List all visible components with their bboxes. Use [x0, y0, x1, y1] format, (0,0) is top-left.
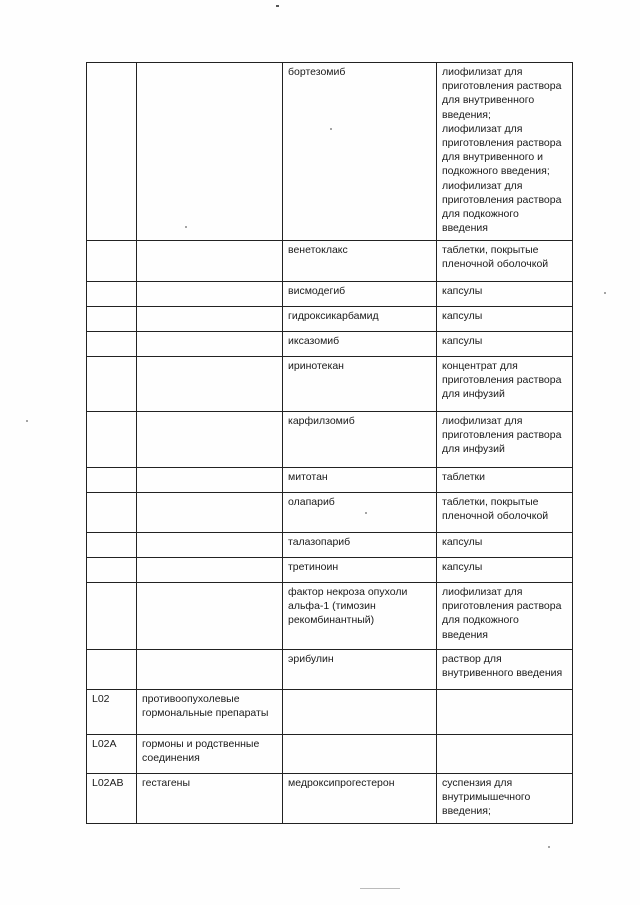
dosage-form-text: капсулы	[442, 536, 483, 548]
drug-name-cell	[283, 282, 437, 307]
drug-name-cell	[283, 63, 437, 241]
table-row	[87, 63, 573, 241]
scan-speck	[365, 512, 367, 514]
drug-name-cell	[283, 468, 437, 493]
drug-name-cell	[283, 774, 437, 824]
atc-group-cell	[137, 332, 283, 357]
scan-noise	[360, 888, 400, 889]
dosage-form-text: суспензия для внутримышечного введения;	[442, 777, 531, 818]
atc-group-cell	[137, 583, 283, 650]
dosage-form-text: капсулы	[442, 561, 483, 573]
drug-name-text: венетоклакс	[288, 244, 348, 256]
table-row	[87, 468, 573, 493]
atc-group-cell	[137, 241, 283, 282]
dosage-form-text: таблетки	[442, 471, 485, 483]
drug-name-cell	[283, 357, 437, 412]
dosage-form-text: капсулы	[442, 335, 483, 347]
dosage-form-cell	[437, 583, 573, 650]
atc-code-cell	[87, 307, 137, 332]
dosage-form-text: концентрат для приготовления раствора для инфузий	[442, 360, 562, 401]
dosage-form-text: лиофилизат для приготовления раствора для инфузий	[442, 415, 562, 456]
atc-code-cell	[87, 412, 137, 468]
drug-name-cell	[283, 412, 437, 468]
dosage-form-cell	[437, 735, 573, 774]
atc-code-cell	[87, 735, 137, 774]
dosage-form-cell	[437, 690, 573, 735]
atc-code-cell	[87, 332, 137, 357]
drug-name-text: иринотекан	[288, 360, 344, 372]
drug-name-cell	[283, 735, 437, 774]
drug-name-cell	[283, 558, 437, 583]
dosage-form-cell	[437, 650, 573, 690]
drug-list-table	[86, 62, 573, 824]
atc-code-cell	[87, 583, 137, 650]
dosage-form-cell	[437, 493, 573, 533]
table-row	[87, 493, 573, 533]
atc-code-text: L02	[92, 693, 110, 705]
table-row	[87, 650, 573, 690]
dosage-form-text: капсулы	[442, 310, 483, 322]
atc-group-cell	[137, 690, 283, 735]
drug-name-text: иксазомиб	[288, 335, 340, 347]
atc-group-cell	[137, 533, 283, 558]
atc-group-cell	[137, 412, 283, 468]
drug-name-cell	[283, 533, 437, 558]
atc-code-cell	[87, 533, 137, 558]
atc-code-cell	[87, 774, 137, 824]
dosage-form-text: капсулы	[442, 285, 483, 297]
table-row	[87, 307, 573, 332]
dosage-form-cell	[437, 558, 573, 583]
table-row	[87, 332, 573, 357]
drug-name-cell	[283, 241, 437, 282]
atc-group-cell	[137, 493, 283, 533]
dosage-form-text: раствор для внутривенного введения	[442, 653, 563, 680]
atc-group-cell	[137, 558, 283, 583]
table-row	[87, 282, 573, 307]
dosage-form-text: таблетки, покрытые пленочной оболочкой	[442, 496, 549, 523]
atc-code-cell	[87, 493, 137, 533]
atc-group-text: гормоны и родственные соединения	[142, 738, 260, 765]
dosage-form-cell	[437, 412, 573, 468]
dosage-form-cell	[437, 774, 573, 824]
atc-group-cell	[137, 468, 283, 493]
drug-name-cell	[283, 583, 437, 650]
atc-group-cell	[137, 357, 283, 412]
atc-code-cell	[87, 282, 137, 307]
dosage-form-cell	[437, 332, 573, 357]
drug-name-cell	[283, 650, 437, 690]
atc-group-cell	[137, 735, 283, 774]
dosage-form-cell	[437, 468, 573, 493]
table-row	[87, 357, 573, 412]
table-row	[87, 533, 573, 558]
atc-code-cell	[87, 357, 137, 412]
table-body	[87, 63, 573, 824]
table-row	[87, 690, 573, 735]
drug-name-text: бортезомиб	[288, 66, 346, 78]
dosage-form-cell	[437, 63, 573, 241]
dosage-form-cell	[437, 282, 573, 307]
scan-speck	[604, 292, 606, 294]
table-row	[87, 412, 573, 468]
atc-group-cell	[137, 282, 283, 307]
dosage-form-text: лиофилизат для приготовления раствора для подкожного введения	[442, 586, 562, 641]
atc-code-cell	[87, 63, 137, 241]
dosage-form-cell	[437, 241, 573, 282]
atc-code-text: L02A	[92, 738, 117, 750]
dosage-form-text: лиофилизат для приготовления раствора для внутривенного введения; лиофилизат для приготовления раствора для внутривенного и подкожного введения; лиофилизат для приготовления раствора для подкожного введения	[442, 66, 562, 235]
drug-name-text: фактор некроза опухоли альфа-1 (тимозин рекомбинантный)	[288, 586, 408, 627]
scan-speck	[26, 420, 28, 422]
drug-name-text: олапариб	[288, 496, 335, 508]
table-row	[87, 583, 573, 650]
drug-name-cell	[283, 493, 437, 533]
dosage-form-text: таблетки, покрытые пленочной оболочкой	[442, 244, 549, 271]
dosage-form-cell	[437, 357, 573, 412]
scan-speck	[330, 128, 332, 130]
scan-speck	[548, 846, 550, 848]
drug-name-cell	[283, 307, 437, 332]
drug-name-text: карфилзомиб	[288, 415, 355, 427]
scan-mark	[276, 5, 279, 7]
drug-name-cell	[283, 332, 437, 357]
atc-code-cell	[87, 558, 137, 583]
atc-group-cell	[137, 307, 283, 332]
atc-group-cell	[137, 63, 283, 241]
atc-code-cell	[87, 690, 137, 735]
atc-code-cell	[87, 650, 137, 690]
table-row	[87, 241, 573, 282]
atc-code-text: L02AB	[92, 777, 124, 789]
dosage-form-cell	[437, 307, 573, 332]
table-row	[87, 558, 573, 583]
table-row	[87, 735, 573, 774]
table-row	[87, 774, 573, 824]
atc-group-text: противоопухолевые гормональные препараты	[142, 693, 269, 720]
drug-name-text: гидроксикарбамид	[288, 310, 379, 322]
atc-group-cell	[137, 774, 283, 824]
atc-code-cell	[87, 468, 137, 493]
drug-name-text: талазопариб	[288, 536, 351, 548]
drug-name-text: эрибулин	[288, 653, 334, 665]
atc-group-text: гестагены	[142, 777, 191, 789]
drug-name-text: медроксипрогестерон	[288, 777, 395, 789]
drug-name-cell	[283, 690, 437, 735]
drug-name-text: митотан	[288, 471, 328, 483]
drug-name-text: висмодегиб	[288, 285, 346, 297]
drug-name-text: третиноин	[288, 561, 339, 573]
dosage-form-cell	[437, 533, 573, 558]
atc-code-cell	[87, 241, 137, 282]
atc-group-cell	[137, 650, 283, 690]
scan-speck	[185, 226, 187, 228]
